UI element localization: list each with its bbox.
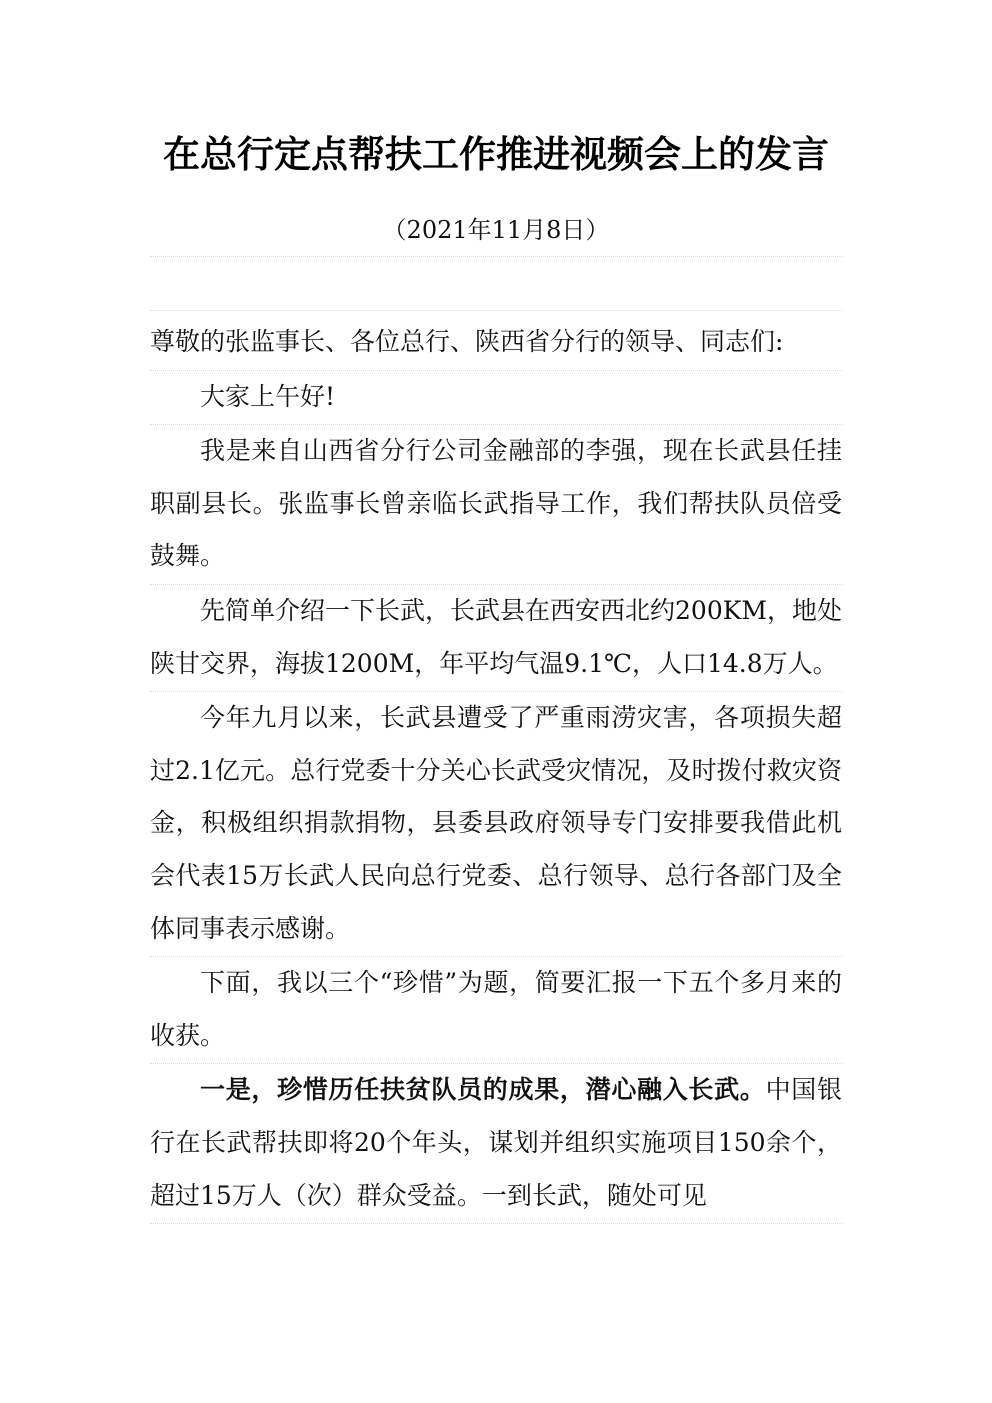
paragraph-lead: 一是，珍惜历任扶贫队员的成果，潜心融入长武。 bbox=[200, 1075, 766, 1105]
paragraph-greeting bbox=[150, 371, 842, 426]
paragraph-text: 我是来自山西省分行公司金融部的李强，现在长武县任挂职副县长。张监事长曾亲临长武指导工作，我们帮扶队员倍受鼓舞。 bbox=[150, 436, 842, 571]
paragraph-point-one bbox=[150, 1064, 842, 1224]
paragraph-text: 先简单介绍一下长武，长武县在西安西北约200KM，地处陕甘交界，海拔1200M，年平均气温9.1℃，人口14.8万人。 bbox=[150, 595, 842, 678]
divider bbox=[150, 310, 842, 311]
paragraph-introduction bbox=[150, 425, 842, 585]
paragraph-outline bbox=[150, 957, 842, 1064]
paragraph-disaster-thanks bbox=[150, 692, 842, 957]
paragraph-county-overview bbox=[150, 585, 842, 692]
divider bbox=[150, 256, 842, 257]
paragraph-text: 大家上午好! bbox=[200, 381, 336, 411]
document-body bbox=[150, 316, 842, 1224]
paragraph-text: 今年九月以来，长武县遭受了严重雨涝灾害，各项损失超过2.1亿元。总行党委十分关心长武受灾情况，及时拨付救灾资金，积极组织捐款捐物，县委县政府领导专门安排要我借此机会代表15万长武人民向总行党委、总行领导、总行各部门及全体同事表示感谢。 bbox=[150, 703, 842, 943]
salutation: 尊敬的张监事长、各位总行、陕西省分行的领导、同志们: bbox=[150, 316, 842, 371]
paragraph-text: 下面，我以三个“珍惜”为题，简要汇报一下五个多月来的收获。 bbox=[150, 968, 842, 1050]
document-date: （2021年11月8日） bbox=[382, 216, 610, 244]
paragraph-text: 中国银行在长武帮扶即将20个年头，谋划并组织实施项目150余个，超过15万人（次）群众受益。一到长武，随处可见 bbox=[150, 1075, 842, 1210]
document-title: 在总行定点帮扶工作推进视频会上的发言 bbox=[163, 132, 829, 176]
